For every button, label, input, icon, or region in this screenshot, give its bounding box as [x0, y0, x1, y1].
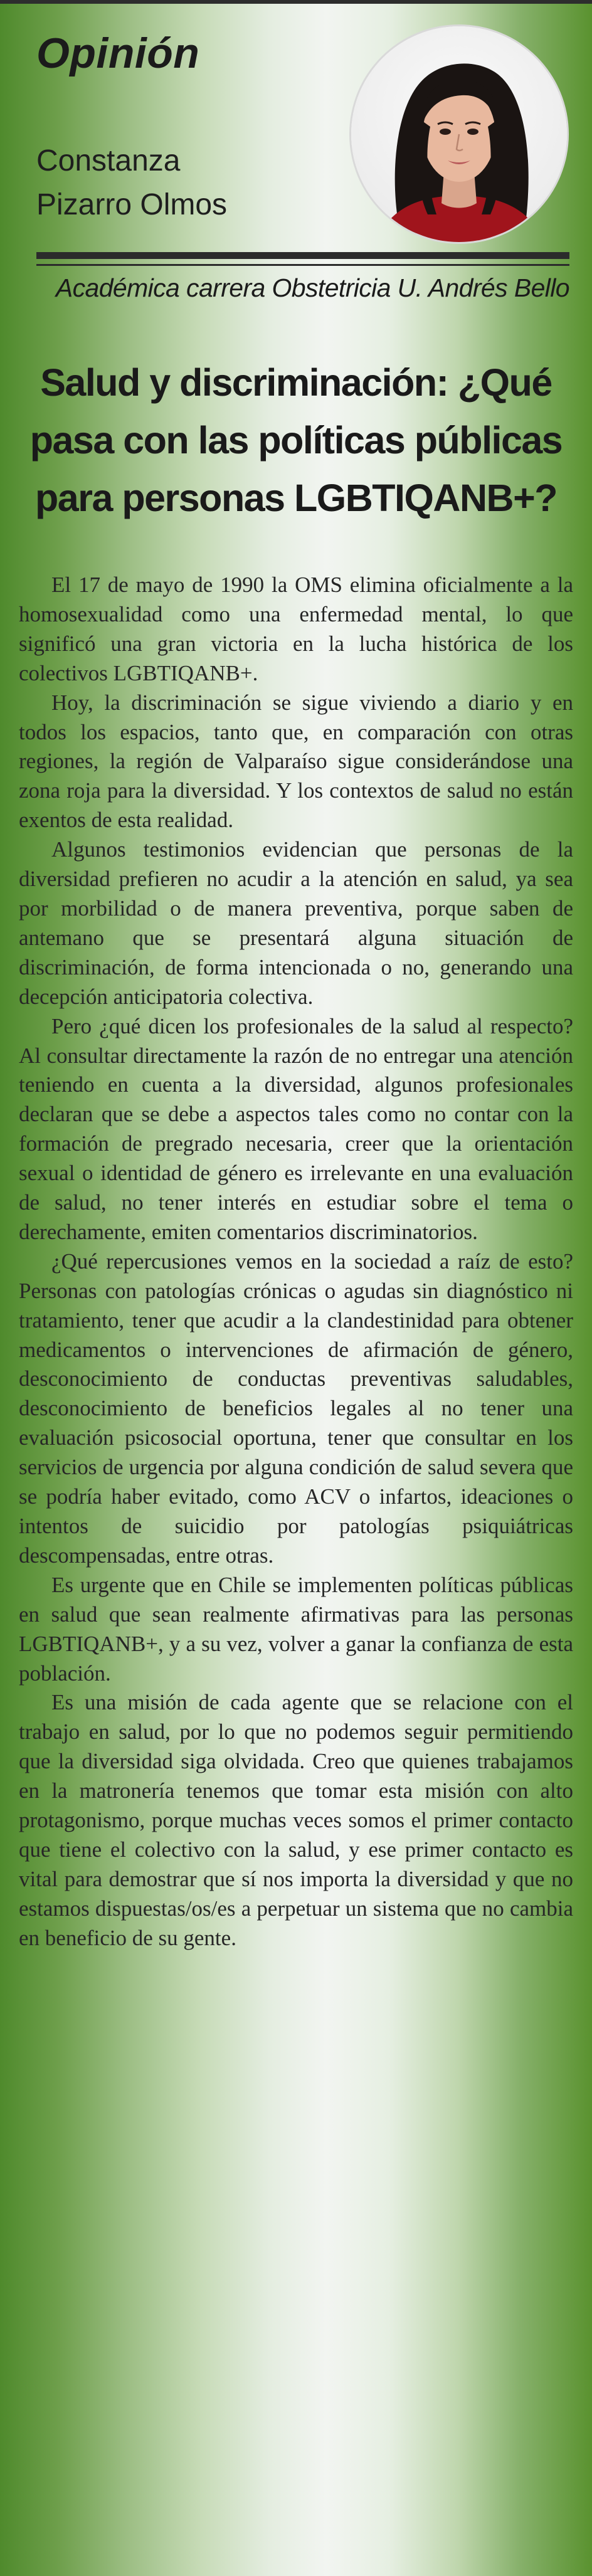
header-divider-thin — [36, 264, 569, 266]
section-label: Opinión — [36, 29, 200, 77]
article-body — [19, 571, 573, 1953]
header-divider-thick — [36, 252, 569, 259]
paragraph: Es una misión de cada agente que se relacione con el trabajo en salud, por lo que no podemos seguir permitiendo que la diversidad siga olvidada. Creo que quienes trabajamos en la matronería tenemos que tomar esta misión con alto protagonismo, porque muchas veces somos el primer contacto que tiene el colectivo con la salud, y ese primer contacto es vital para demostrar que sí nos importa la diversidad y que no estamos dispuestas/os/es a perpetuar un sistema que no cambia en beneficio de su gente. — [19, 1690, 573, 1950]
paragraph: ¿Qué repercusiones vemos en la sociedad a raíz de esto? Personas con patologías crónicas o agudas sin diagnóstico ni tratamiento, tener que acudir a la clandestinidad para obtener medicamentos o intervenciones de afirmación de género, desconocimiento de conductas preventivas saludables, desconocimiento de beneficios legales al no tener una evaluación psicosocial oportuna, tener que consultar en los servicios de urgencia por alguna condición de salud severa que se podría haber evitado, como ACV o infartos, ideaciones o intentos de suicidio por patologías psiquiátricas descompensadas, entre otras. — [19, 1248, 573, 1568]
author-portrait-illustration — [351, 26, 567, 242]
author-role: Académica carrera Obstetricia U. Andrés Bello — [55, 273, 569, 302]
top-rule — [0, 0, 592, 4]
paragraph: Es urgente que en Chile se implementen políticas públicas en salud que sean realmente afirmativas para las personas LGBTIQANB+, y a su vez, volver a ganar la confianza de esta población. — [19, 1572, 573, 1686]
author-name-line1: Constanza — [36, 144, 181, 177]
paragraph: Pero ¿qué dicen los profesionales de la salud al respecto? Al consultar directamente la razón de no entregar una atención teniendo en cuenta a la diversidad, algunos profesionales declaran que se debe a aspectos tales como no contar con la formación de pregrado necesaria, creer que la orientación sexual o identidad de género es irrelevante en una evaluación de salud, no tener interés en estudiar sobre el tema o derechamente, emiten comentarios discriminatorios. — [19, 1013, 573, 1244]
author-photo — [351, 26, 567, 242]
author-name-line2: Pizarro Olmos — [36, 188, 228, 221]
author-name — [36, 139, 337, 227]
paragraph: Hoy, la discriminación se sigue viviendo a diario y en todos los espacios, tanto que, en comparación con otras regiones, la región de Valparaíso sigue considerándose una zona roja para la diversidad. Y los contextos de salud no están exentos de esta realidad. — [19, 690, 573, 833]
article-headline: Salud y discriminación: ¿Qué pasa con las políticas públicas para personas LGBTIQANB+? — [29, 361, 563, 519]
paragraph: Algunos testimonios evidencian que personas de la diversidad prefieren no acudir a la atención en salud, ya sea por morbilidad o de manera preventiva, porque saben de antemano que se presentará alguna situación de discriminación, de forma intencionada o no, generando una decepción anticipatoria colectiva. — [19, 837, 573, 1009]
paragraph: El 17 de mayo de 1990 la OMS elimina oficialmente a la homosexualidad como una enfermedad mental, lo que significó una gran victoria en la lucha histórica de los colectivos LGBTIQANB+. — [19, 573, 573, 685]
